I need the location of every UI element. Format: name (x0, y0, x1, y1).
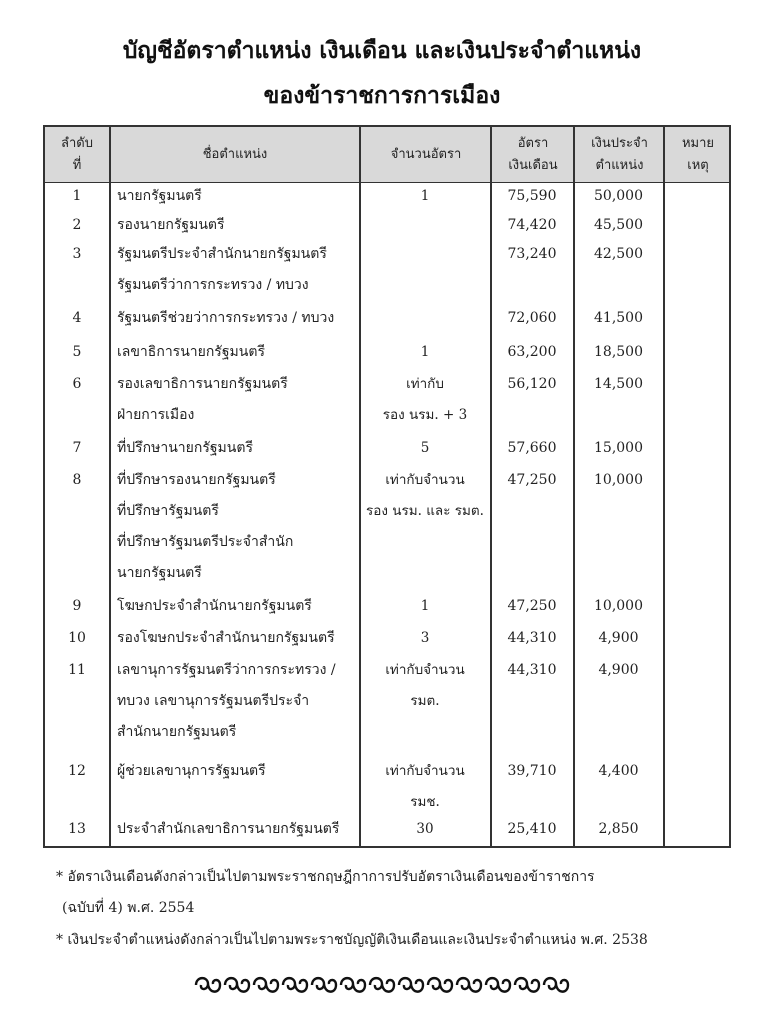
row-number: 5 (72, 344, 82, 360)
position-allowance: 4,400 (598, 763, 639, 779)
position-name: รัฐมนตรีช่วยว่าการกระทรวง / ทบวง (117, 310, 335, 326)
row-number: 13 (68, 821, 86, 837)
monthly-salary: 72,060 (507, 310, 557, 326)
row-number: 12 (68, 763, 86, 779)
row-number: 3 (72, 246, 82, 262)
row-number: 11 (68, 662, 86, 678)
header-salary-line2: เงินเดือน (508, 157, 558, 173)
position-name: ผู้ช่วยเลขานุการรัฐมนตรี (117, 763, 266, 779)
header-remark-line1: หมาย (681, 135, 715, 151)
header-position-name (110, 127, 360, 182)
quantity: รมช. (410, 794, 440, 810)
monthly-salary: 75,590 (507, 188, 557, 204)
position-name: ที่ปรึกษารองนายกรัฐมนตรี (117, 472, 276, 488)
monthly-salary: 39,710 (507, 763, 557, 779)
row-number: 6 (72, 376, 82, 392)
monthly-salary: 44,310 (507, 662, 557, 678)
column-divider (109, 127, 111, 846)
quantity: รมต. (410, 693, 440, 709)
header-position-name-label: ชื่อตำแหน่ง (202, 146, 268, 162)
position-name: รองเลขาธิการนายกรัฐมนตรี (117, 376, 288, 392)
quantity: 3 (420, 630, 430, 646)
document-title: บัญชีอัตราตำแหน่ง เงินเดือน และเงินประจำตำแหน่ง (122, 38, 642, 64)
header-salary-line1: อัตรา (517, 135, 549, 151)
position-allowance: 42,500 (594, 246, 643, 262)
quantity: 1 (420, 598, 430, 614)
monthly-salary: 47,250 (507, 472, 557, 488)
quantity: เท่ากับจำนวน (385, 472, 465, 488)
quantity: เท่ากับจำนวน (385, 763, 465, 779)
header-position-pay (575, 127, 664, 182)
row-number: 10 (68, 630, 86, 646)
position-allowance: 4,900 (598, 630, 639, 646)
quantity: เท่ากับจำนวน (385, 662, 465, 678)
header-quantity (361, 127, 491, 182)
position-name: ฝ่ายการเมือง (117, 407, 195, 423)
position-allowance: 45,500 (594, 217, 643, 233)
position-allowance: 15,000 (594, 440, 643, 456)
monthly-salary: 74,420 (507, 217, 557, 233)
row-number: 8 (72, 472, 82, 488)
column-divider (663, 127, 665, 846)
position-name: เลขานุการรัฐมนตรีว่าการกระทรวง / (117, 662, 336, 678)
position-name: ที่ปรึกษานายกรัฐมนตรี (117, 440, 253, 456)
position-name: รัฐมนตรีว่าการกระทรวง / ทบวง (117, 277, 309, 293)
position-name: รัฐมนตรีประจำสำนักนายกรัฐมนตรี (117, 246, 327, 262)
header-no-line2: ที่ (72, 157, 82, 173)
row-number: 1 (72, 188, 82, 204)
quantity: 30 (416, 821, 434, 837)
monthly-salary: 73,240 (507, 246, 557, 262)
position-name: นายกรัฐมนตรี (117, 188, 202, 204)
position-allowance: 41,500 (594, 310, 643, 326)
position-allowance: 14,500 (594, 376, 643, 392)
salary-table (43, 125, 731, 848)
footnote-1-line1: * อัตราเงินเดือนดังกล่าวเป็นไปตามพระราชกฤษฎีกาการปรับอัตราเงินเดือนของข้าราชการ (56, 869, 595, 885)
monthly-salary: 44,310 (507, 630, 557, 646)
header-salary (492, 127, 574, 182)
quantity: รอง นรม. และ รมต. (366, 503, 484, 519)
position-name: ที่ปรึกษารัฐมนตรีประจำสำนัก (117, 534, 294, 550)
quantity: 5 (420, 440, 430, 456)
position-allowance: 18,500 (594, 344, 643, 360)
row-number: 9 (72, 598, 82, 614)
monthly-salary: 47,250 (507, 598, 557, 614)
position-name: ที่ปรึกษารัฐมนตรี (117, 503, 219, 519)
header-no (45, 127, 109, 182)
position-name: โฆษกประจำสำนักนายกรัฐมนตรี (117, 598, 312, 614)
quantity: รอง นรม. + 3 (382, 407, 468, 423)
monthly-salary: 57,660 (507, 440, 557, 456)
header-quantity-label: จำนวนอัตรา (390, 146, 462, 162)
ornament-icon (192, 972, 572, 998)
quantity: 1 (420, 188, 430, 204)
position-allowance: 50,000 (594, 188, 643, 204)
position-name: รองนายกรัฐมนตรี (117, 217, 225, 233)
quantity: เท่ากับ (406, 376, 444, 392)
header-position-pay-line2: ตำแหน่ง (595, 157, 644, 173)
row-number: 4 (72, 310, 82, 326)
header-remark (665, 127, 731, 182)
table-header (45, 127, 729, 183)
position-name: เลขาธิการนายกรัฐมนตรี (117, 344, 265, 360)
row-number: 7 (72, 440, 82, 456)
position-name: รองโฆษกประจำสำนักนายกรัฐมนตรี (117, 630, 335, 646)
monthly-salary: 25,410 (507, 821, 557, 837)
position-allowance: 10,000 (594, 598, 643, 614)
position-allowance: 4,900 (598, 662, 639, 678)
row-number: 2 (72, 217, 82, 233)
footnote-1-line2: (ฉบับที่ 4) พ.ศ. 2554 (62, 900, 195, 916)
position-allowance: 10,000 (594, 472, 643, 488)
document-subtitle: ของข้าราชการการเมือง (263, 83, 501, 109)
position-name: สำนักนายกรัฐมนตรี (117, 724, 237, 740)
quantity: 1 (420, 344, 430, 360)
position-name: ประจำสำนักเลขาธิการนายกรัฐมนตรี (117, 821, 340, 837)
header-remark-line2: เหตุ (687, 157, 709, 173)
header-position-pay-line1: เงินประจำ (591, 135, 648, 151)
footnote-2: * เงินประจำตำแหน่งดังกล่าวเป็นไปตามพระราชบัญญัติเงินเดือนและเงินประจำตำแหน่ง พ.ศ. 2538 (56, 932, 648, 948)
position-name: ทบวง เลขานุการรัฐมนตรีประจำ (117, 693, 310, 709)
decorative-ornament-divider (0, 972, 764, 1004)
monthly-salary: 63,200 (507, 344, 557, 360)
position-allowance: 2,850 (598, 821, 639, 837)
position-name: นายกรัฐมนตรี (117, 565, 202, 581)
monthly-salary: 56,120 (507, 376, 557, 392)
header-no-line1: ลำดับ (61, 135, 93, 151)
